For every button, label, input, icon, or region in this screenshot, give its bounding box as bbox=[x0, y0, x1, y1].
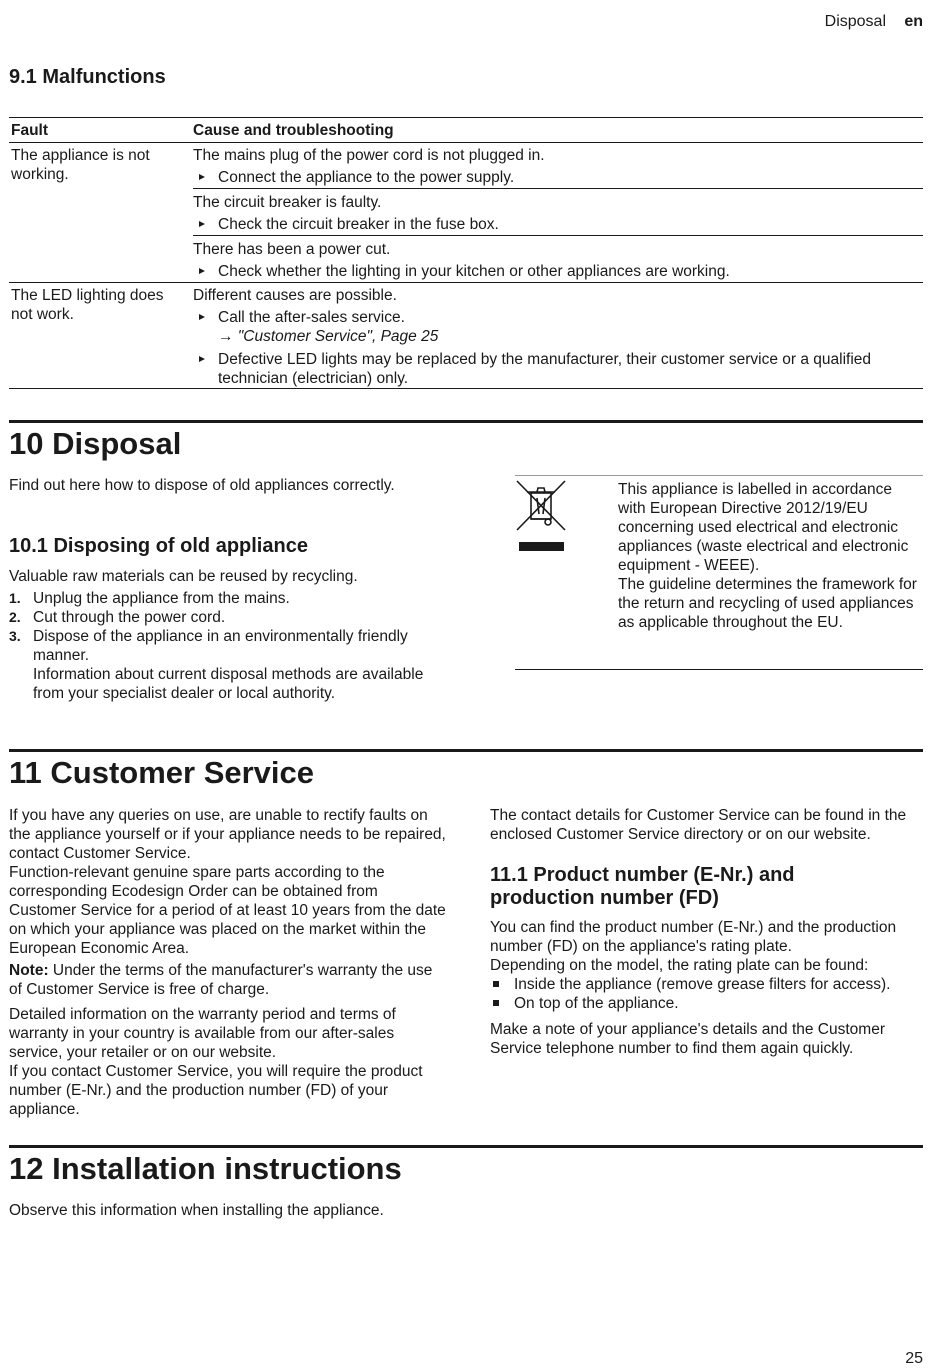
table-row-rule bbox=[9, 282, 923, 283]
note-details-paragraph: Make a note of your appliance's details and the Customer Service telephone number to find them again quickly. bbox=[490, 1021, 885, 1057]
step-number: 1. bbox=[9, 590, 21, 606]
cause-cell bbox=[193, 240, 913, 281]
step-item bbox=[9, 627, 441, 703]
note-label: Note: bbox=[9, 962, 49, 979]
weee-label-text: This appliance is labelled in accordance with European Directive 2012/19/EU concerning used electrical and electronic appliances (waste electrical and electronic equipment - WEEE). bbox=[618, 481, 909, 574]
cause-cell bbox=[193, 146, 913, 187]
step-text: Cut through the power cord. bbox=[33, 609, 226, 626]
list-item: On top of the appliance. bbox=[490, 994, 923, 1013]
disposing-intro: Valuable raw materials can be reused by recycling. bbox=[9, 568, 358, 585]
cause-text: The circuit breaker is faulty. bbox=[193, 194, 382, 211]
step-number: 2. bbox=[9, 609, 21, 625]
step-info: Information about current disposal methods are available from your specialist dealer or local authority. bbox=[33, 666, 424, 702]
installation-intro: Observe this information when installing the appliance. bbox=[9, 1202, 384, 1219]
weee-crossed-bin-icon bbox=[515, 478, 567, 563]
weee-guideline-text: The guideline determines the framework for the return and recycling of used appliances as applicable throughout the EU. bbox=[618, 576, 917, 631]
section-title-product-number: 11.1 Product number (E-Nr.) and production number (FD) bbox=[490, 864, 795, 909]
chapter-rule bbox=[9, 420, 923, 423]
action-item: Connect the appliance to the power supply. bbox=[193, 168, 913, 187]
cause-cell bbox=[193, 286, 918, 388]
fault-cell: The appliance is not working. bbox=[11, 147, 150, 183]
action-item: Check whether the lighting in your kitchen or other appliances are working. bbox=[193, 262, 913, 281]
cause-text: There has been a power cut. bbox=[193, 241, 391, 258]
step-text: Dispose of the appliance in an environmentally friendly manner. bbox=[33, 628, 408, 664]
cell-rule bbox=[193, 188, 923, 189]
step-item bbox=[9, 589, 441, 608]
step-text: Unplug the appliance from the mains. bbox=[33, 590, 290, 607]
disposal-intro: Find out here how to dispose of old appliances correctly. bbox=[9, 477, 395, 494]
weee-text bbox=[618, 480, 920, 632]
step-item bbox=[9, 608, 441, 627]
page-number: 25 bbox=[905, 1350, 923, 1367]
chapter-rule bbox=[9, 749, 923, 752]
cs-note bbox=[9, 961, 447, 999]
section-title-malfunctions: 9.1 Malfunctions bbox=[9, 66, 166, 88]
action-item: Defective LED lights may be replaced by the manufacturer, their customer service or a qualified technician (electrician) only. bbox=[193, 350, 918, 388]
customer-service-left-column bbox=[9, 806, 447, 1119]
note-text: Under the terms of the manufacturer's warranty the use of Customer Service is free of charge. bbox=[9, 962, 433, 998]
product-number-paragraph: You can find the product number (E-Nr.) and the production number (FD) on the appliance's rating plate. bbox=[490, 919, 897, 955]
table-bottom-rule bbox=[9, 388, 923, 389]
fault-cell: The LED lighting does not work. bbox=[11, 287, 164, 323]
running-header-language: en bbox=[904, 13, 923, 30]
table-header-fault: Fault bbox=[11, 122, 49, 139]
cs-paragraph: Function-relevant genuine spare parts according to the corresponding Ecodesign Order can be obtained from Customer Service for a period of at least 10 years from the date on which your appliance was placed on the market within the European Economic Area. bbox=[9, 864, 446, 957]
table-top-rule bbox=[9, 117, 923, 118]
cause-text: The mains plug of the power cord is not plugged in. bbox=[193, 147, 545, 164]
chapter-title-disposal: 10 Disposal bbox=[9, 426, 182, 461]
chapter-title-customer-service: 11 Customer Service bbox=[9, 755, 315, 790]
section-title-disposing: 10.1 Disposing of old appliance bbox=[9, 535, 308, 557]
action-item: Check the circuit breaker in the fuse box. bbox=[193, 215, 913, 234]
running-header-section: Disposal bbox=[824, 13, 886, 30]
disposal-steps bbox=[9, 589, 441, 703]
malfunctions-table bbox=[9, 117, 923, 392]
chapter-title-installation: 12 Installation instructions bbox=[9, 1151, 402, 1186]
table-header-rule bbox=[9, 142, 923, 143]
rating-plate-paragraph: Depending on the model, the rating plate can be found: bbox=[490, 957, 869, 974]
cause-cell bbox=[193, 193, 913, 234]
cross-reference-link[interactable]: → "Customer Service", Page 25 bbox=[218, 328, 439, 345]
cs-paragraph: Detailed information on the warranty period and terms of warranty in your country is available from our after-sales service, your retailer or on our website. bbox=[9, 1006, 396, 1061]
cs-contact-paragraph: The contact details for Customer Service can be found in the enclosed Customer Service directory or on our website. bbox=[490, 807, 907, 843]
step-number: 3. bbox=[9, 628, 21, 644]
chapter-rule bbox=[9, 1145, 923, 1148]
cell-rule bbox=[193, 235, 923, 236]
cause-text: Different causes are possible. bbox=[193, 287, 397, 304]
weee-info-box bbox=[515, 475, 923, 670]
customer-service-right-column bbox=[490, 806, 923, 1058]
table-header-cause: Cause and troubleshooting bbox=[193, 122, 394, 139]
cs-paragraph: If you have any queries on use, are unable to rectify faults on the appliance yourself or if your appliance needs to be repaired, contact Customer Service. bbox=[9, 807, 446, 862]
action-item: Call the after-sales service. bbox=[193, 308, 918, 327]
cs-paragraph: If you contact Customer Service, you will require the product number (E-Nr.) and the production number (FD) of your appliance. bbox=[9, 1063, 423, 1118]
list-item: Inside the appliance (remove grease filters for access). bbox=[490, 975, 923, 994]
rating-plate-locations bbox=[490, 975, 923, 1013]
